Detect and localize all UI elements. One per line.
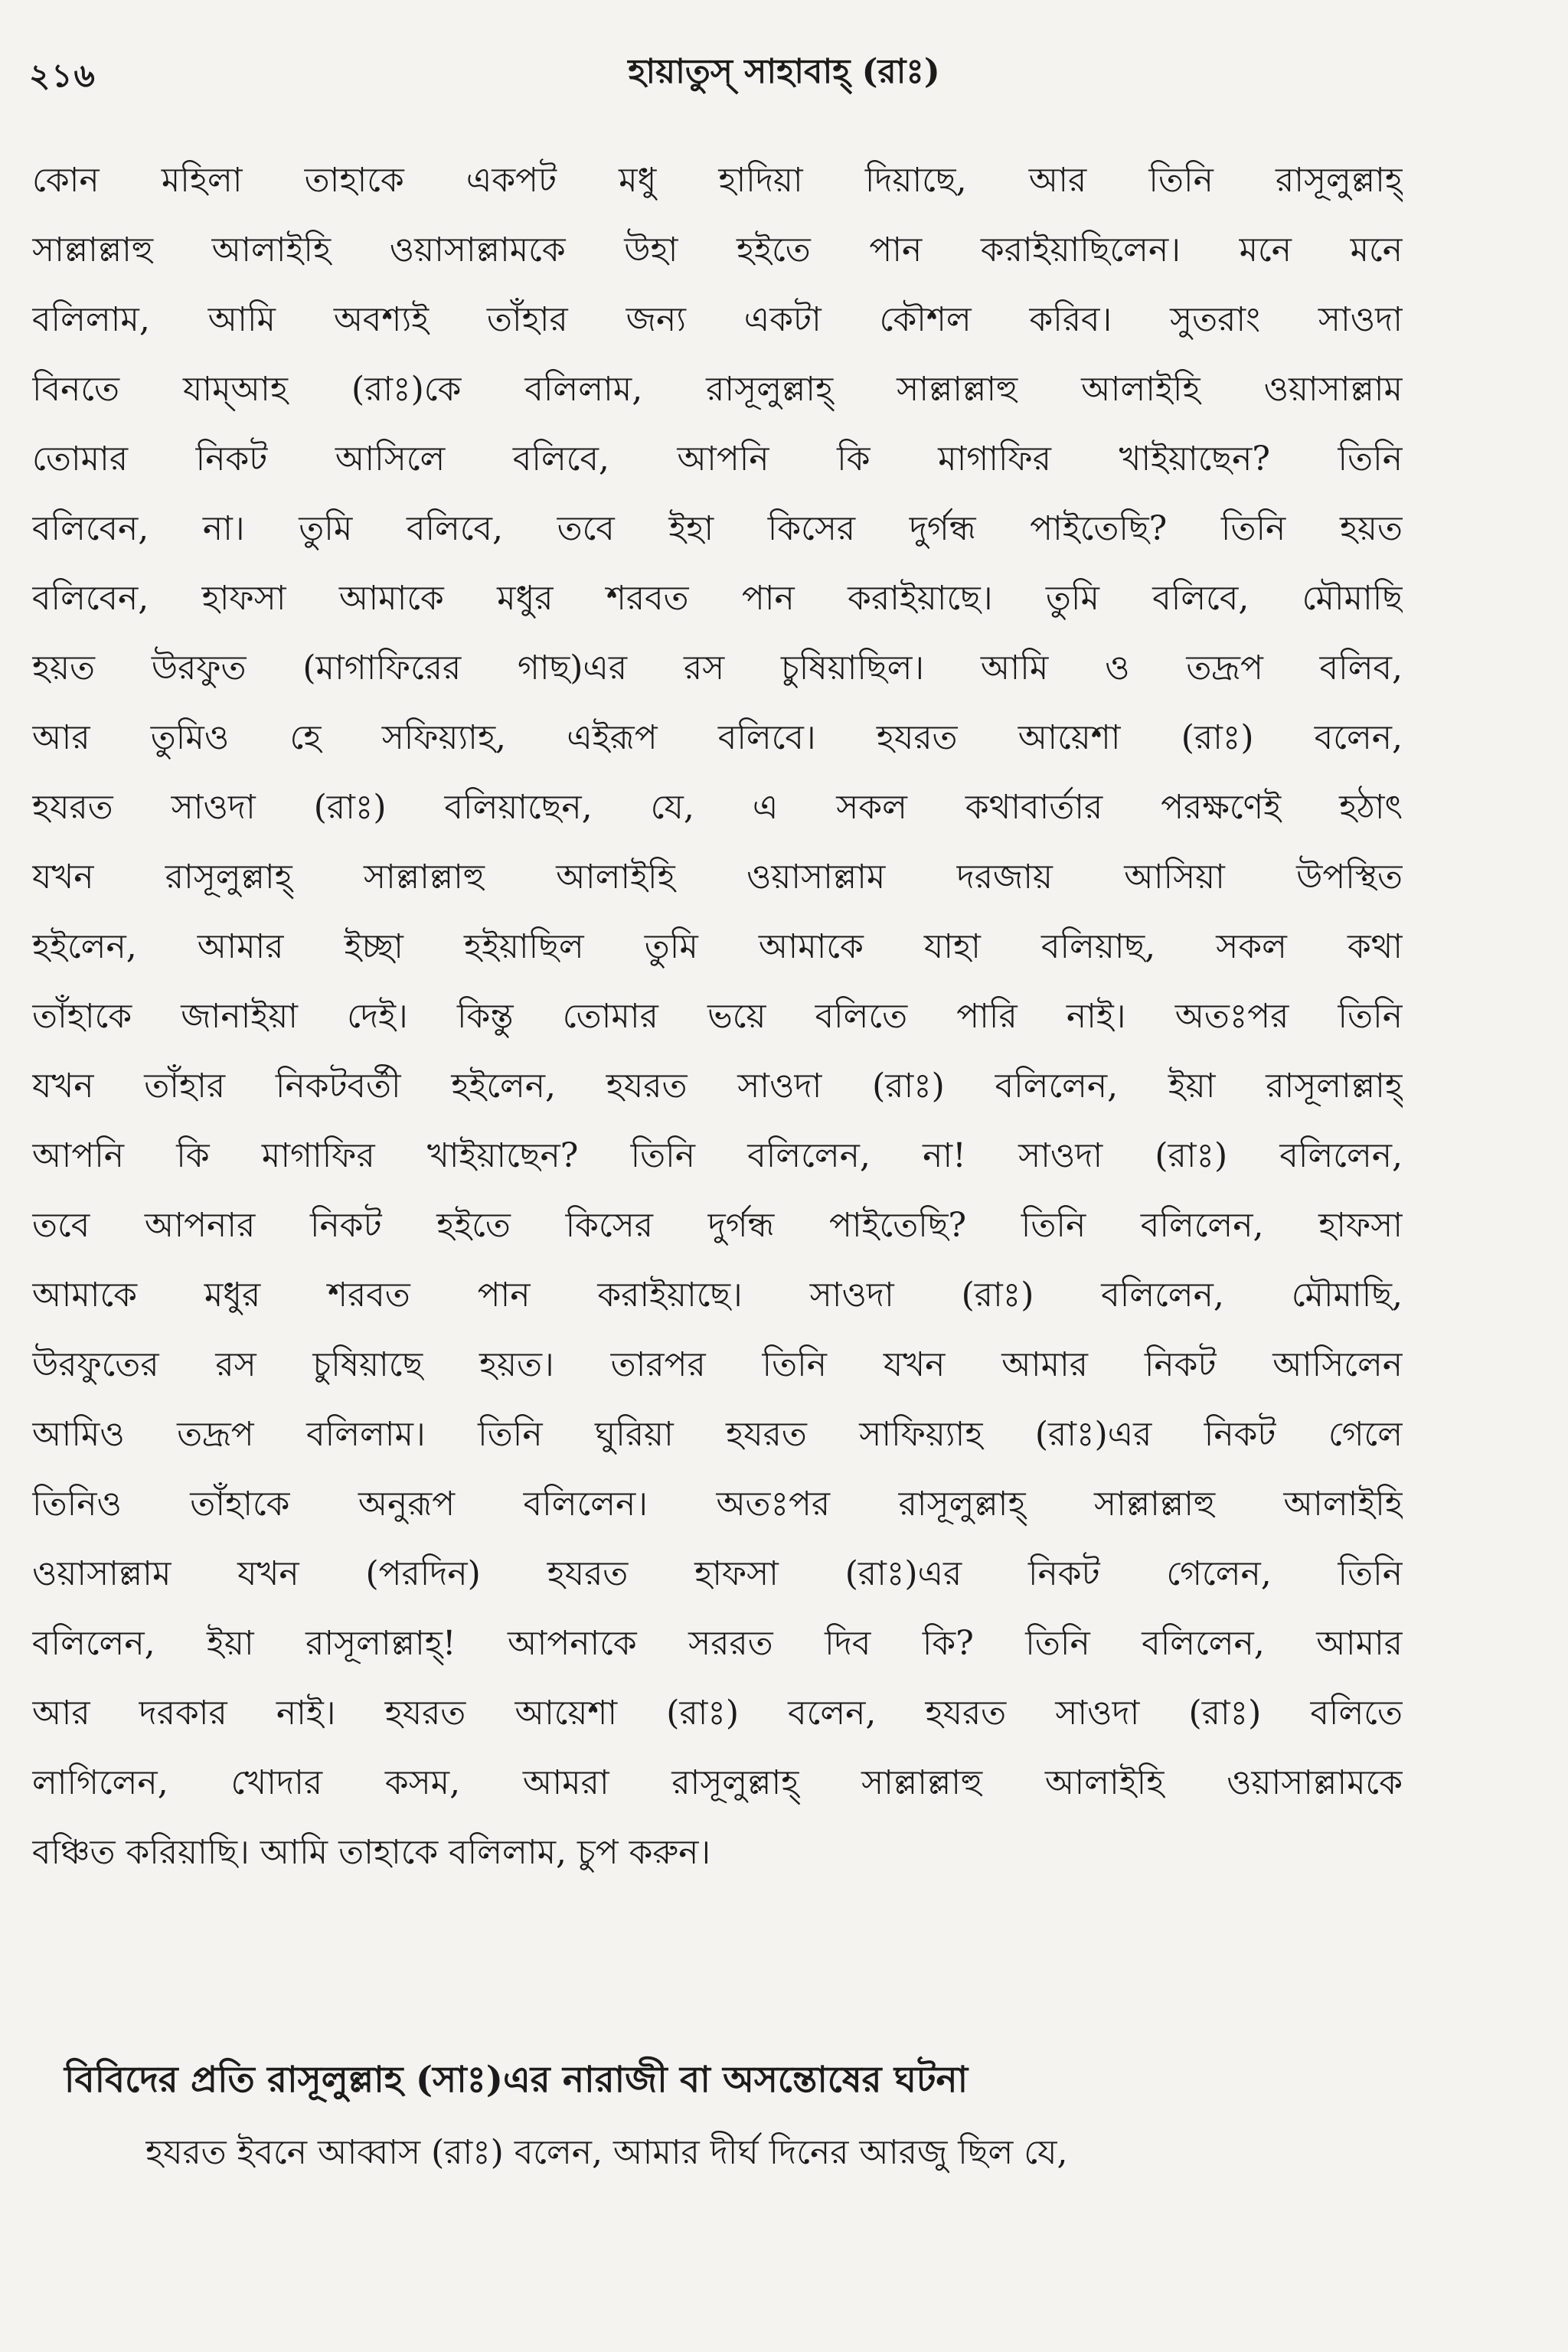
text-line: বিনতে যাম্‌আহ (রাঃ)কে বলিলাম, রাসূলুল্লাহ্ সাল্লাল্লাহু আলাইহি ওয়াসাল্লাম — [32, 370, 1403, 409]
body-text — [32, 145, 1403, 1887]
paragraph-last-line: বঞ্চিত করিয়াছি। আমি তাহাকে বলিলাম, চুপ করুন। — [32, 1833, 711, 1872]
text-line: হইলেন, আমার ইচ্ছা হইয়াছিল তুমি আমাকে যাহা বলিয়াছ, সকল কথা — [32, 927, 1403, 966]
text-line: বলিলেন, ইয়া রাসূলাল্লাহ্! আপনাকে সররত দিব কি? তিনি বলিলেন, আমার — [32, 1624, 1403, 1663]
section-body — [145, 2118, 1401, 2187]
section-first-line: হযরত ইবনে আব্বাস (রাঃ) বলেন, আমার দীর্ঘ দিনের আরজু ছিল যে, — [145, 2133, 1068, 2172]
text-line: তিনিও তাঁহাকে অনুরূপ বলিলেন। অতঃপর রাসূলুল্লাহ্ সাল্লাল্লাহু আলাইহি — [32, 1485, 1403, 1524]
text-line: বলিবেন, হাফসা আমাকে মধুর শরবত পান করাইয়াছে। তুমি বলিবে, মৌমাছি — [32, 579, 1403, 618]
text-line: আর দরকার নাই। হযরত আয়েশা (রাঃ) বলেন, হযরত সাওদা (রাঃ) বলিতে — [32, 1694, 1403, 1733]
text-line: বলিলাম, আমি অবশ্যই তাঁহার জন্য একটা কৌশল করিব। সুতরাং সাওদা — [32, 300, 1403, 339]
text-line: তোমার নিকট আসিলে বলিবে, আপনি কি মাগাফির খাইয়াছেন? তিনি — [32, 439, 1403, 479]
text-line: তবে আপনার নিকট হইতে কিসের দুর্গন্ধ পাইতেছি? তিনি বলিলেন, হাফসা — [32, 1206, 1403, 1245]
text-line: সাল্লাল্লাহু আলাইহি ওয়াসাল্লামকে উহা হইতে পান করাইয়াছিলেন। মনে মনে — [32, 230, 1403, 270]
text-line: বলিবেন, না। তুমি বলিবে, তবে ইহা কিসের দুর্গন্ধ পাইতেছি? তিনি হয়ত — [32, 509, 1403, 548]
text-line: হয়ত উরফুত (মাগাফিরের গাছ)এর রস চুষিয়াছিল। আমি ও তদ্রূপ বলিব, — [32, 648, 1403, 688]
text-line: তাঁহাকে জানাইয়া দেই। কিন্তু তোমার ভয়ে বলিতে পারি নাই। অতঃপর তিনি — [32, 997, 1403, 1036]
text-line: কোন মহিলা তাহাকে একপট মধু হাদিয়া দিয়াছে, আর তিনি রাসূলুল্লাহ্ — [32, 161, 1403, 200]
page-number: ২১৬ — [29, 57, 96, 94]
section-heading: বিবিদের প্রতি রাসূলুল্লাহ (সাঃ)এর নারাজী বা অসন্তোষের ঘটনা — [64, 2059, 969, 2101]
text-line: আর তুমিও হে সফিয়্যাহ, এইরূপ বলিবে। হযরত আয়েশা (রাঃ) বলেন, — [32, 718, 1403, 757]
text-line: আমিও তদ্রূপ বলিলাম। তিনি ঘুরিয়া হযরত সাফিয়্যাহ (রাঃ)এর নিকট গেলে — [32, 1415, 1403, 1454]
text-line: ওয়াসাল্লাম যখন (পরদিন) হযরত হাফসা (রাঃ)এর নিকট গেলেন, তিনি — [32, 1554, 1403, 1593]
text-line: হযরত সাওদা (রাঃ) বলিয়াছেন, যে, এ সকল কথাবার্তার পরক্ষণেই হঠাৎ — [32, 788, 1403, 827]
text-line: যখন তাঁহার নিকটবর্তী হইলেন, হযরত সাওদা (রাঃ) বলিলেন, ইয়া রাসূলাল্লাহ্ — [32, 1067, 1403, 1106]
text-line: লাগিলেন, খোদার কসম, আমরা রাসূলুল্লাহ্ সাল্লাল্লাহু আলাইহি ওয়াসাল্লামকে — [32, 1763, 1403, 1802]
text-line: উরফুতের রস চুষিয়াছে হয়ত। তারপর তিনি যখন আমার নিকট আসিলেন — [32, 1345, 1403, 1384]
text-line: আপনি কি মাগাফির খাইয়াছেন? তিনি বলিলেন, না! সাওদা (রাঃ) বলিলেন, — [32, 1136, 1403, 1175]
running-title: হায়াতুস্ সাহাবাহ্ (রাঃ) — [628, 52, 940, 91]
text-line: আমাকে মধুর শরবত পান করাইয়াছে। সাওদা (রাঃ) বলিলেন, মৌমাছি, — [32, 1276, 1403, 1315]
text-line: যখন রাসূলুল্লাহ্ সাল্লাল্লাহু আলাইহি ওয়াসাল্লাম দরজায় আসিয়া উপস্থিত — [32, 858, 1403, 897]
